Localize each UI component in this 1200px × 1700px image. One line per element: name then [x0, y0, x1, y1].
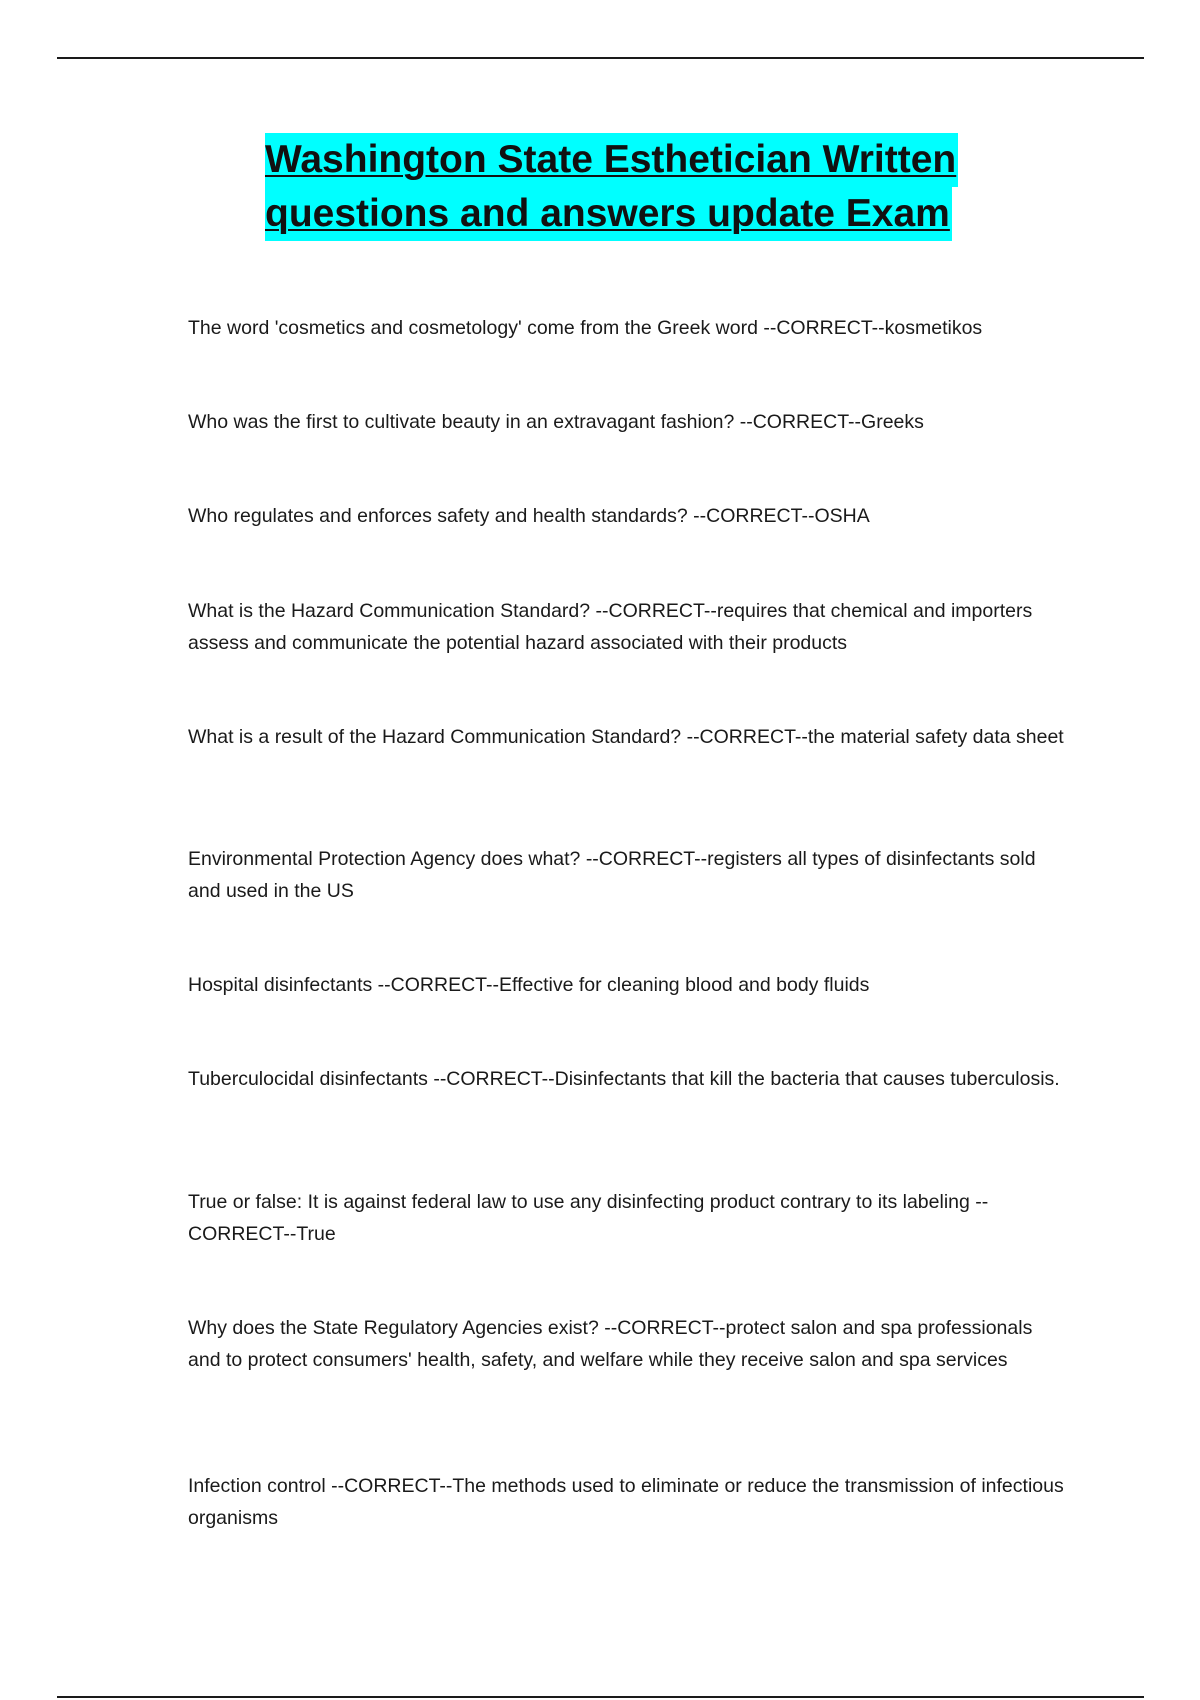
qa-item-9: True or false: It is against federal law to use any disinfecting product contrary to its labeling --CORRECT--True: [188, 1191, 989, 1245]
title-line-1: Washington State Esthetician Written: [265, 133, 958, 187]
qa-item-3: Who regulates and enforces safety and health standards? --CORRECT--OSHA: [188, 505, 870, 527]
qa-item-8: Tuberculocidal disinfectants --CORRECT--Disinfectants that kill the bacteria that causes tuberculosis.: [188, 1068, 1060, 1090]
title-line-2: questions and answers update Exam: [265, 187, 952, 241]
qa-item-6: Environmental Protection Agency does what? --CORRECT--registers all types of disinfectants sold and used in the US: [188, 848, 1036, 902]
qa-item-7: Hospital disinfectants --CORRECT--Effective for cleaning blood and body fluids: [188, 974, 870, 996]
qa-item-10: Why does the State Regulatory Agencies exist? --CORRECT--protect salon and spa professionals and to protect consumers' health, safety, and welfare while they receive salon and spa services: [188, 1317, 1033, 1371]
qa-item-2: Who was the first to cultivate beauty in an extravagant fashion? --CORRECT--Greeks: [188, 411, 924, 433]
qa-item-1: The word 'cosmetics and cosmetology' come from the Greek word --CORRECT--kosmetikos: [188, 317, 983, 339]
qa-item-5: What is a result of the Hazard Communication Standard? --CORRECT--the material safety data sheet: [188, 726, 1064, 748]
document-title: [265, 133, 1005, 241]
top-rule: [57, 57, 1144, 59]
qa-item-4: What is the Hazard Communication Standard? --CORRECT--requires that chemical and importers assess and communicate the potential hazard associated with their products: [188, 600, 1033, 654]
bottom-rule: [57, 1696, 1144, 1698]
qa-item-11: Infection control --CORRECT--The methods used to eliminate or reduce the transmission of infectious organisms: [188, 1475, 1064, 1529]
